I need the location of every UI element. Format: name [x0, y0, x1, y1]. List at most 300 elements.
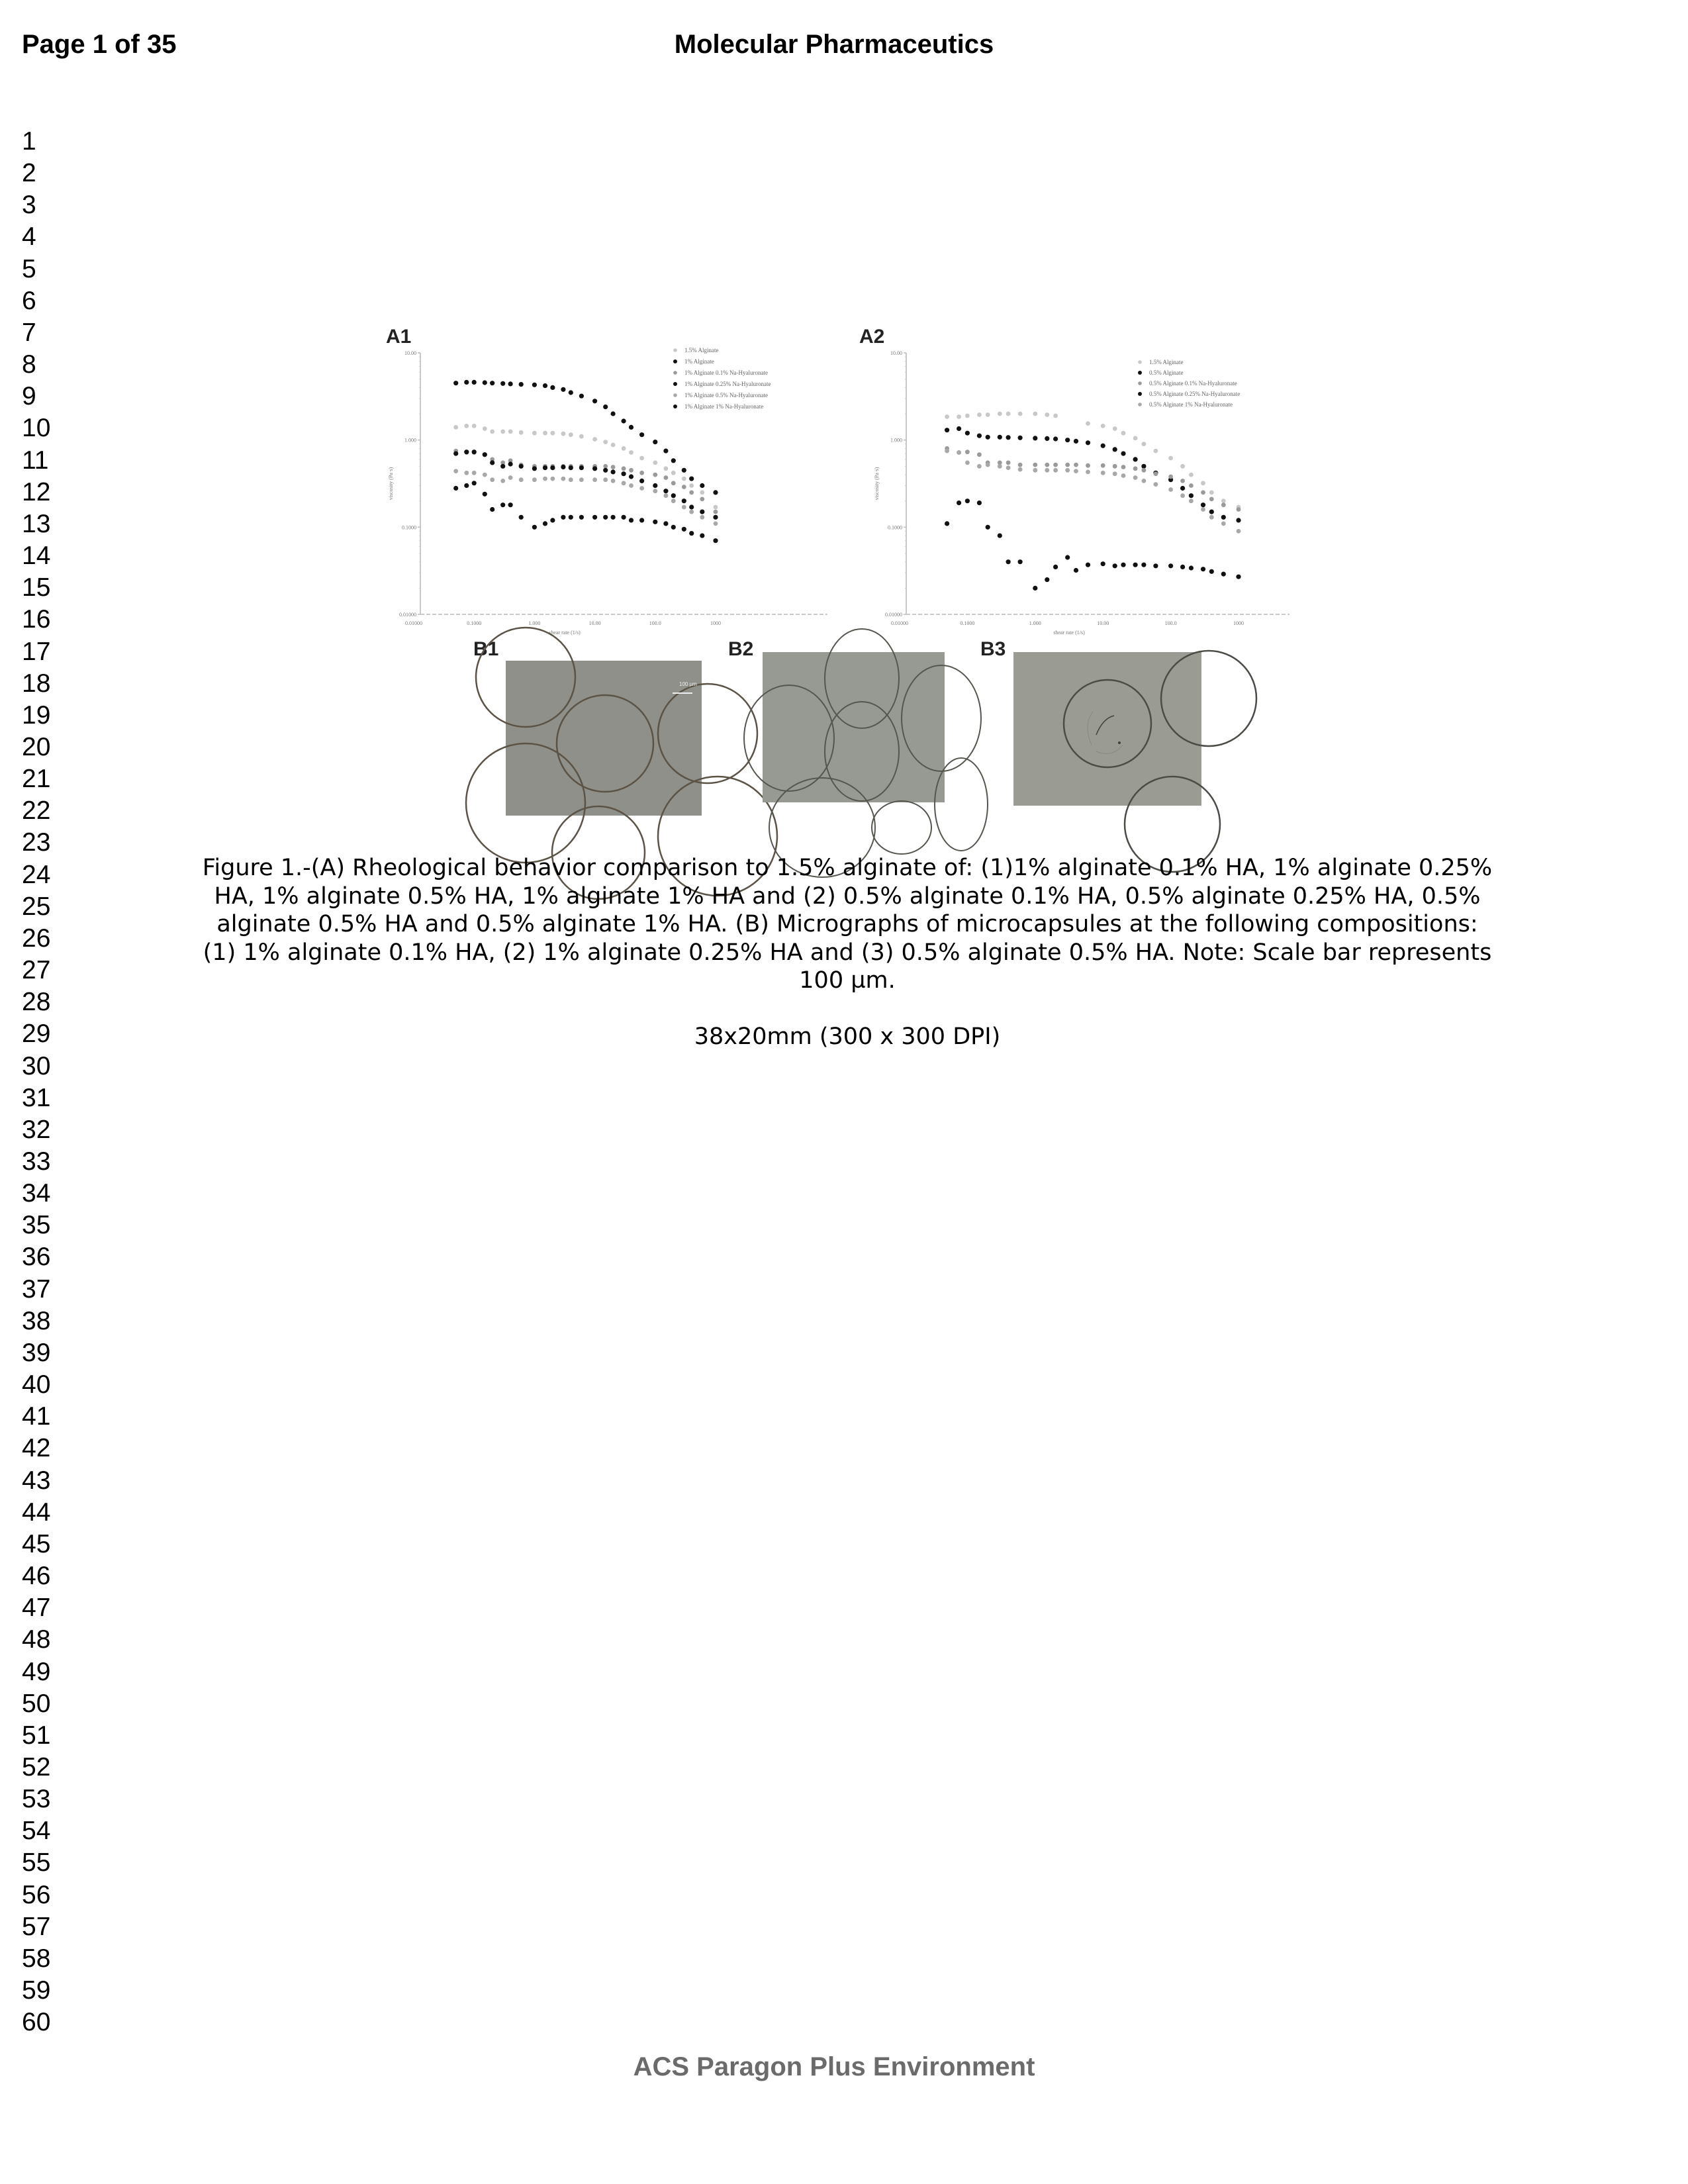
data-point: [1236, 518, 1241, 522]
line-number: 20: [22, 732, 51, 761]
data-point: [569, 477, 573, 482]
data-point: [472, 471, 477, 475]
data-point: [1101, 444, 1105, 448]
line-number: 38: [22, 1306, 51, 1335]
line-number: 51: [22, 1721, 51, 1750]
data-point: [1006, 465, 1011, 470]
data-point: [663, 489, 668, 493]
data-series: [453, 380, 718, 495]
data-point: [622, 515, 626, 520]
data-point: [1221, 515, 1226, 520]
data-point: [453, 451, 458, 456]
data-point: [986, 463, 990, 467]
data-point: [689, 491, 694, 495]
data-point: [1121, 465, 1126, 469]
data-point: [490, 381, 494, 385]
data-point: [519, 515, 524, 520]
data-point: [1189, 493, 1194, 498]
data-point: [1142, 442, 1147, 446]
data-point: [689, 483, 694, 488]
data-point: [532, 477, 537, 482]
line-number: 2: [22, 159, 36, 188]
data-point: [1113, 447, 1117, 451]
line-number: 5: [22, 254, 36, 283]
journal-title: Molecular Pharmaceutics: [674, 30, 994, 59]
data-point: [1201, 507, 1205, 512]
data-point: [1133, 475, 1138, 480]
data-point: [1153, 563, 1158, 568]
data-point: [1221, 572, 1226, 577]
data-point: [1074, 469, 1078, 473]
x-tick-label: 10.00: [1097, 620, 1109, 626]
data-point: [957, 450, 961, 455]
line-number: 10: [22, 414, 51, 443]
data-point: [1168, 475, 1173, 479]
data-point: [1221, 502, 1226, 507]
data-point: [579, 465, 584, 470]
data-point: [977, 464, 982, 469]
data-series: [945, 446, 1241, 512]
y-tick-label: 10.00: [404, 350, 416, 356]
x-tick-label: 10.00: [588, 620, 601, 626]
data-point: [508, 502, 513, 507]
data-point: [1033, 586, 1037, 591]
line-number: 27: [22, 956, 51, 985]
data-point: [1133, 466, 1138, 471]
data-point: [653, 489, 657, 493]
data-point: [629, 468, 633, 473]
legend-marker: [1138, 360, 1142, 364]
data-point: [592, 437, 597, 442]
data-point: [1133, 457, 1138, 461]
legend-marker: [1138, 403, 1142, 406]
x-tick-label: 100.0: [649, 620, 661, 626]
data-point: [550, 518, 555, 522]
data-point: [603, 404, 608, 409]
x-tick-label: 1000: [710, 620, 721, 626]
data-point: [1180, 493, 1185, 498]
x-tick-label: 1.000: [528, 620, 541, 626]
data-point: [1018, 467, 1023, 472]
data-point: [532, 431, 537, 436]
data-point: [1006, 559, 1011, 564]
legend-marker: [673, 404, 677, 408]
line-number: 58: [22, 1944, 51, 1973]
data-point: [639, 479, 644, 483]
data-point: [1086, 470, 1090, 475]
data-point: [986, 412, 990, 417]
data-point: [579, 477, 584, 482]
data-point: [945, 414, 949, 419]
chart-legend: [673, 347, 771, 410]
data-point: [1053, 463, 1058, 467]
data-point: [682, 468, 686, 473]
data-point: [1045, 577, 1049, 582]
data-point: [1045, 468, 1049, 473]
data-point: [1180, 479, 1185, 483]
line-number: 39: [22, 1338, 51, 1367]
data-point: [714, 510, 718, 514]
data-point: [561, 432, 566, 436]
data-point: [472, 481, 477, 485]
data-point: [1209, 569, 1214, 574]
data-point: [689, 504, 694, 509]
data-point: [965, 431, 970, 436]
data-point: [519, 477, 524, 482]
data-point: [1201, 481, 1205, 485]
data-point: [682, 505, 686, 510]
line-number: 9: [22, 382, 36, 411]
data-point: [490, 507, 494, 512]
data-point: [508, 461, 513, 466]
data-point: [1221, 499, 1226, 503]
data-point: [1142, 468, 1147, 473]
line-number: 3: [22, 191, 36, 220]
data-point: [639, 471, 644, 475]
line-number: 7: [22, 318, 36, 347]
data-point: [464, 483, 469, 488]
data-point: [483, 452, 487, 457]
line-number: 46: [22, 1562, 51, 1591]
data-point: [1142, 479, 1147, 483]
x-tick-label: 0.1000: [960, 620, 975, 626]
chart-legend: [1138, 359, 1240, 408]
x-axis-label: shear rate (1/s): [1053, 630, 1085, 636]
micrograph-b2: [763, 652, 945, 802]
scale-bar: [673, 692, 692, 694]
data-point: [500, 502, 505, 507]
data-point: [490, 460, 494, 465]
data-point: [998, 534, 1002, 538]
line-number: 18: [22, 669, 51, 698]
data-point: [663, 449, 668, 453]
data-point: [671, 493, 676, 498]
data-point: [1189, 483, 1194, 488]
data-point: [532, 525, 537, 530]
data-point: [653, 520, 657, 524]
data-point: [483, 473, 487, 477]
data-point: [550, 385, 555, 390]
data-point: [569, 515, 573, 520]
legend-marker: [673, 348, 677, 352]
line-number: 6: [22, 286, 36, 315]
line-number: 28: [22, 988, 51, 1017]
x-axis-label: shear rate (1/s): [549, 630, 581, 636]
data-point: [1018, 412, 1023, 416]
data-point: [622, 446, 626, 451]
line-number: 11: [22, 446, 49, 475]
data-point: [543, 477, 547, 481]
data-point: [664, 475, 669, 480]
data-point: [1113, 464, 1117, 469]
data-point: [1221, 522, 1226, 526]
data-point: [603, 464, 608, 469]
data-point: [689, 477, 694, 481]
legend-label: 0.5% Alginate 0.25% Na-Hyaluronate: [1149, 391, 1241, 397]
data-point: [629, 450, 633, 455]
data-point: [639, 518, 644, 522]
line-number: 19: [22, 700, 51, 730]
line-number: 15: [22, 573, 51, 602]
data-point: [1189, 565, 1194, 570]
data-point: [653, 440, 657, 444]
data-point: [1121, 473, 1126, 478]
data-point: [569, 465, 573, 470]
data-point: [945, 449, 949, 453]
line-number: 36: [22, 1243, 51, 1272]
data-point: [1154, 449, 1158, 453]
data-point: [1201, 567, 1205, 571]
legend-label: 1% Alginate 0.1% Na-Hyaluronate: [684, 369, 768, 376]
data-point: [1237, 507, 1241, 512]
line-number: 34: [22, 1179, 51, 1208]
data-point: [543, 465, 547, 470]
data-point: [998, 412, 1002, 416]
data-point: [453, 469, 458, 473]
data-point: [551, 477, 555, 481]
line-number: 37: [22, 1274, 51, 1304]
data-point: [1033, 412, 1037, 416]
data-point: [1101, 561, 1105, 566]
data-point: [714, 522, 718, 526]
data-point: [464, 380, 469, 385]
data-point: [957, 500, 961, 505]
line-number: 49: [22, 1657, 51, 1686]
data-point: [664, 493, 669, 498]
data-point: [965, 499, 970, 503]
legend-label: 1% Alginate 0.25% Na-Hyaluronate: [684, 381, 771, 387]
data-series: [945, 412, 1241, 510]
data-point: [1154, 482, 1158, 487]
data-point: [986, 525, 990, 530]
line-number: 14: [22, 542, 51, 571]
data-point: [713, 515, 718, 520]
data-point: [543, 521, 547, 526]
data-series: [453, 469, 718, 526]
data-point: [653, 483, 657, 488]
data-point: [543, 383, 547, 388]
microcapsule-image-b1: [506, 661, 702, 816]
y-axis-label: viscosity (Pa·s): [388, 467, 394, 500]
data-point: [700, 534, 704, 538]
data-point: [579, 515, 584, 520]
data-point: [603, 468, 608, 473]
data-point: [1006, 461, 1011, 465]
data-point: [1201, 502, 1205, 507]
data-point: [629, 518, 633, 522]
data-point: [957, 414, 961, 419]
line-number: 31: [22, 1083, 51, 1112]
line-number: 43: [22, 1466, 51, 1495]
line-number: 25: [22, 892, 51, 921]
data-point: [500, 430, 505, 434]
data-point: [611, 411, 616, 416]
data-point: [1154, 471, 1158, 476]
data-point: [1180, 464, 1185, 469]
data-point: [472, 424, 477, 428]
data-point: [603, 515, 608, 520]
data-point: [1180, 486, 1185, 491]
data-point: [490, 477, 494, 482]
data-point: [977, 500, 982, 505]
data-point: [1133, 436, 1138, 441]
panel-label-b2: B2: [728, 638, 754, 660]
data-point: [639, 486, 644, 491]
legend-label: 1% Alginate: [684, 358, 714, 365]
line-number: 57: [22, 1912, 51, 1941]
line-number: 29: [22, 1020, 51, 1049]
panel-label-a1: A1: [386, 326, 412, 348]
data-point: [1121, 451, 1125, 456]
data-point: [1209, 515, 1214, 520]
data-point: [579, 434, 584, 439]
data-point: [622, 481, 626, 485]
data-point: [671, 458, 676, 463]
data-point: [671, 481, 676, 485]
data-point: [1045, 412, 1049, 417]
data-point: [1168, 456, 1173, 461]
data-point: [700, 497, 704, 502]
chart-a1-svg: [371, 338, 834, 636]
data-point: [671, 499, 676, 503]
data-point: [1006, 435, 1011, 440]
chart-a2-svg: [854, 338, 1317, 636]
data-point: [1065, 555, 1070, 559]
data-point: [714, 505, 718, 510]
data-point: [561, 465, 565, 469]
data-point: [1065, 438, 1070, 442]
data-point: [611, 469, 616, 474]
y-tick-label: 1.000: [404, 437, 416, 444]
data-point: [1006, 412, 1011, 416]
data-point: [622, 471, 626, 476]
data-point: [663, 521, 668, 526]
line-number: 42: [22, 1434, 51, 1463]
data-point: [1121, 431, 1126, 436]
data-point: [700, 510, 704, 514]
page-indicator: Page 1 of 35: [22, 30, 177, 59]
footer-text: ACS Paragon Plus Environment: [633, 2052, 1035, 2081]
line-number: 23: [22, 828, 51, 857]
legend-label: 1% Alginate 0.5% Na-Hyaluronate: [684, 392, 768, 399]
line-number: 50: [22, 1689, 51, 1718]
data-point: [639, 432, 644, 437]
data-point: [500, 464, 505, 469]
line-number: 52: [22, 1752, 51, 1781]
line-number: 55: [22, 1848, 51, 1877]
data-point: [998, 464, 1002, 469]
y-tick-label: 0.01000: [885, 612, 902, 618]
data-point: [611, 465, 616, 469]
data-point: [519, 382, 524, 387]
microcapsule-image-b2: [763, 652, 945, 802]
line-number: 16: [22, 605, 51, 634]
data-point: [713, 538, 718, 543]
data-point: [957, 426, 961, 431]
line-number: 17: [22, 637, 51, 666]
data-point: [700, 483, 704, 488]
line-number: 48: [22, 1625, 51, 1654]
data-point: [682, 527, 686, 532]
x-tick-label: 1.000: [1029, 620, 1041, 626]
data-point: [532, 383, 537, 387]
data-point: [592, 477, 597, 482]
data-point: [664, 466, 669, 471]
data-point: [483, 426, 487, 431]
data-point: [592, 515, 597, 520]
y-tick-label: 0.1000: [888, 524, 902, 531]
data-point: [569, 432, 573, 437]
line-number: 53: [22, 1785, 51, 1814]
line-number: 56: [22, 1880, 51, 1909]
data-point: [1201, 491, 1205, 495]
data-point: [629, 483, 633, 488]
legend-label: 1.5% Alginate: [1149, 359, 1184, 365]
data-point: [569, 390, 573, 395]
data-point: [700, 515, 704, 520]
data-point: [1065, 468, 1070, 473]
panel-label-a2: A2: [859, 326, 885, 348]
data-point: [1113, 563, 1117, 568]
data-point: [986, 435, 990, 440]
legend-marker: [673, 393, 677, 397]
legend-marker: [1138, 381, 1142, 385]
data-point: [1086, 440, 1090, 445]
micrograph-b1: [506, 661, 702, 816]
line-number: 54: [22, 1817, 51, 1846]
data-point: [611, 479, 616, 483]
data-point: [1033, 468, 1037, 473]
data-point: [579, 394, 584, 399]
data-point: [453, 425, 458, 430]
data-point: [1074, 439, 1078, 444]
data-point: [500, 479, 505, 483]
line-number: 1: [22, 127, 36, 156]
data-point: [1101, 471, 1105, 475]
data-point: [689, 510, 694, 514]
legend-marker: [673, 359, 677, 363]
data-point: [464, 450, 469, 454]
data-point: [483, 380, 487, 385]
data-point: [1065, 463, 1070, 467]
data-point: [508, 430, 513, 434]
data-point: [551, 431, 555, 436]
chart-a1: [371, 338, 834, 636]
data-point: [682, 485, 686, 489]
data-point: [603, 477, 608, 482]
line-number: 26: [22, 924, 51, 953]
line-number: 22: [22, 796, 51, 826]
legend-label: 0.5% Alginate 0.1% Na-Hyaluronate: [1149, 380, 1237, 387]
data-point: [1018, 463, 1023, 467]
micrograph-b3: [1013, 652, 1201, 806]
scale-bar-label: 100 µm: [679, 681, 697, 687]
data-point: [965, 450, 970, 454]
data-point: [1033, 463, 1037, 467]
line-number: 59: [22, 1976, 51, 2005]
data-point: [700, 491, 704, 495]
data-point: [453, 381, 458, 385]
data-point: [508, 475, 513, 480]
data-point: [603, 440, 608, 444]
line-number: 24: [22, 860, 51, 889]
line-number: 40: [22, 1370, 51, 1400]
x-tick-label: 0.01000: [891, 620, 908, 626]
data-point: [1101, 424, 1105, 428]
data-point: [1033, 436, 1037, 440]
legend-label: 0.5% Alginate: [1149, 369, 1184, 376]
legend-label: 0.5% Alginate 1% Na-Hyaluronate: [1149, 401, 1233, 408]
